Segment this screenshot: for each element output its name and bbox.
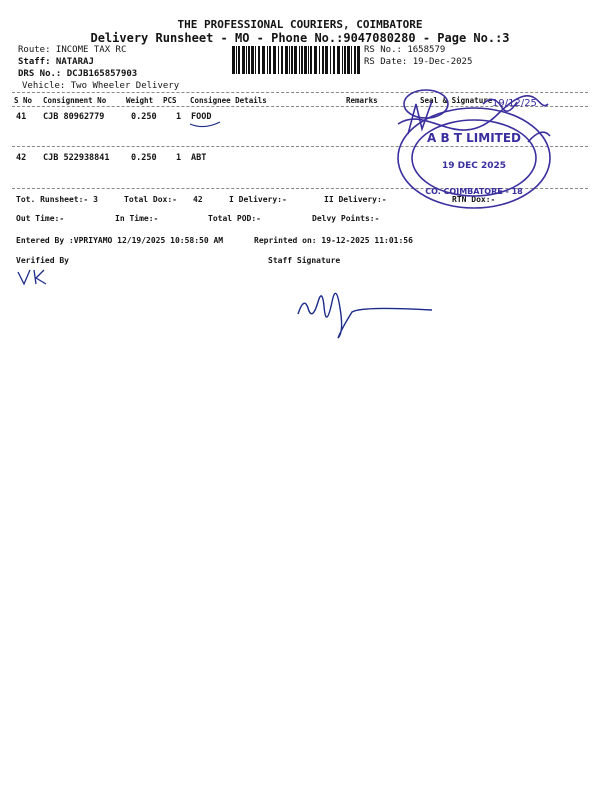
col-header-consignee: Consignee Details xyxy=(190,96,267,105)
barcode-bar xyxy=(255,46,256,74)
barcode-bar xyxy=(337,46,340,74)
row-pcs: 1 xyxy=(176,112,182,122)
row-sno: 41 xyxy=(16,112,27,122)
ii-delivery: II Delivery:- xyxy=(324,195,387,204)
verified-initials-signature xyxy=(16,266,66,288)
row-sno: 42 xyxy=(16,153,27,163)
barcode-bar xyxy=(273,46,276,74)
verified-by-label: Verified By xyxy=(16,256,69,265)
delvy-points: Delvy Points:- xyxy=(312,214,380,223)
company-title: THE PROFESSIONAL COURIERS, COIMBATORE xyxy=(177,18,423,31)
stamp-small-ring xyxy=(404,90,448,118)
handwritten-underline xyxy=(188,110,228,130)
stamp-city: CO. COIMBATORE - 18 xyxy=(425,187,523,196)
barcode-bar xyxy=(301,46,303,74)
barcode-bar xyxy=(269,46,271,74)
barcode-bar xyxy=(238,46,240,74)
reprinted-on: Reprinted on: 19-12-2025 11:01:56 xyxy=(254,236,413,245)
barcode-graphic xyxy=(232,46,360,74)
barcode-bar xyxy=(304,46,307,74)
stamp-scribble xyxy=(528,132,550,142)
barcode-bar xyxy=(291,46,293,74)
barcode-bar xyxy=(248,46,250,74)
staff-field: Staff: NATARAJ xyxy=(18,57,94,67)
company-stamp xyxy=(388,84,558,214)
barcode-bar xyxy=(333,46,335,74)
barcode-bar xyxy=(357,46,360,74)
stamp-company: A B T LIMITED xyxy=(426,131,522,145)
barcode-bar xyxy=(236,46,237,74)
total-dox-label: Total Dox:- xyxy=(124,195,177,204)
vehicle-field: Vehicle: Two Wheeler Delivery xyxy=(22,81,180,91)
total-pod: Total POD:- xyxy=(208,214,261,223)
rs-date-field: RS Date: 19-Dec-2025 xyxy=(364,57,473,67)
stamp-handwritten-date: 19/12/25 xyxy=(492,98,537,109)
barcode-bar xyxy=(308,46,309,74)
runsheet-subtitle: Delivery Runsheet - MO - Phone No.:9047080280 - Page No.:3 xyxy=(90,31,510,45)
barcode-bar xyxy=(262,46,265,74)
barcode xyxy=(232,46,360,74)
row-weight: 0.250 xyxy=(131,153,157,163)
total-runsheet: Tot. Runsheet:- 3 xyxy=(16,195,98,204)
total-dox-value: 42 xyxy=(193,195,203,204)
rs-no-field: RS No.: 1658579 xyxy=(364,45,446,55)
row-consignment: CJB 522938841 xyxy=(43,153,110,163)
barcode-bar xyxy=(310,46,312,74)
barcode-bar xyxy=(347,46,350,74)
barcode-bar xyxy=(251,46,254,74)
entered-by: Entered By :VPRIYAMO 12/19/2025 10:58:50 AM xyxy=(16,236,224,245)
row-pcs: 1 xyxy=(176,153,182,163)
col-header-seal-signature: Seal & Signature xyxy=(420,96,493,105)
barcode-bar xyxy=(267,46,268,74)
row-consignee: ABT xyxy=(191,153,207,163)
barcode-bar xyxy=(344,46,346,74)
drs-field: DRS No.: DCJB165857903 xyxy=(18,69,138,79)
staff-signature-graphic xyxy=(292,286,442,346)
in-time: In Time:- xyxy=(115,214,159,223)
barcode-bar xyxy=(285,46,288,74)
rtn-dox: RTN Dox:- xyxy=(452,195,496,204)
barcode-bar xyxy=(232,46,235,74)
row-consignee: FOOD xyxy=(191,112,212,122)
row-weight: 0.250 xyxy=(131,112,157,122)
col-header-consignment: Consignment No xyxy=(43,96,107,105)
barcode-bar xyxy=(289,46,290,74)
barcode-bar xyxy=(325,46,328,74)
barcode-bar xyxy=(351,46,352,74)
barcode-bar xyxy=(314,46,317,74)
verified-initials-text: VK xyxy=(16,266,18,267)
barcode-bar xyxy=(299,46,300,74)
col-header-weight: Weight xyxy=(126,96,154,105)
barcode-bar xyxy=(281,46,283,74)
barcode-bar xyxy=(322,46,324,74)
out-time: Out Time:- xyxy=(16,214,65,223)
barcode-bar xyxy=(354,46,356,74)
row-consignment: CJB 80962779 xyxy=(43,112,105,122)
col-header-pcs: PCS xyxy=(163,96,177,105)
route-field: Route: INCOME TAX RC xyxy=(18,45,127,55)
barcode-bar xyxy=(319,46,320,74)
col-header-sno: S No xyxy=(14,96,33,105)
barcode-bar xyxy=(242,46,245,74)
stamp-date: 19 DEC 2025 xyxy=(441,161,507,171)
col-header-remarks: Remarks xyxy=(346,96,378,105)
barcode-bar xyxy=(294,46,297,74)
barcode-bar xyxy=(246,46,247,74)
barcode-bar xyxy=(278,46,279,74)
barcode-bar xyxy=(258,46,260,74)
staff-signature-label: Staff Signature xyxy=(268,256,341,265)
barcode-bar xyxy=(330,46,331,74)
barcode-bar xyxy=(342,46,343,74)
i-delivery: I Delivery:- xyxy=(229,195,287,204)
